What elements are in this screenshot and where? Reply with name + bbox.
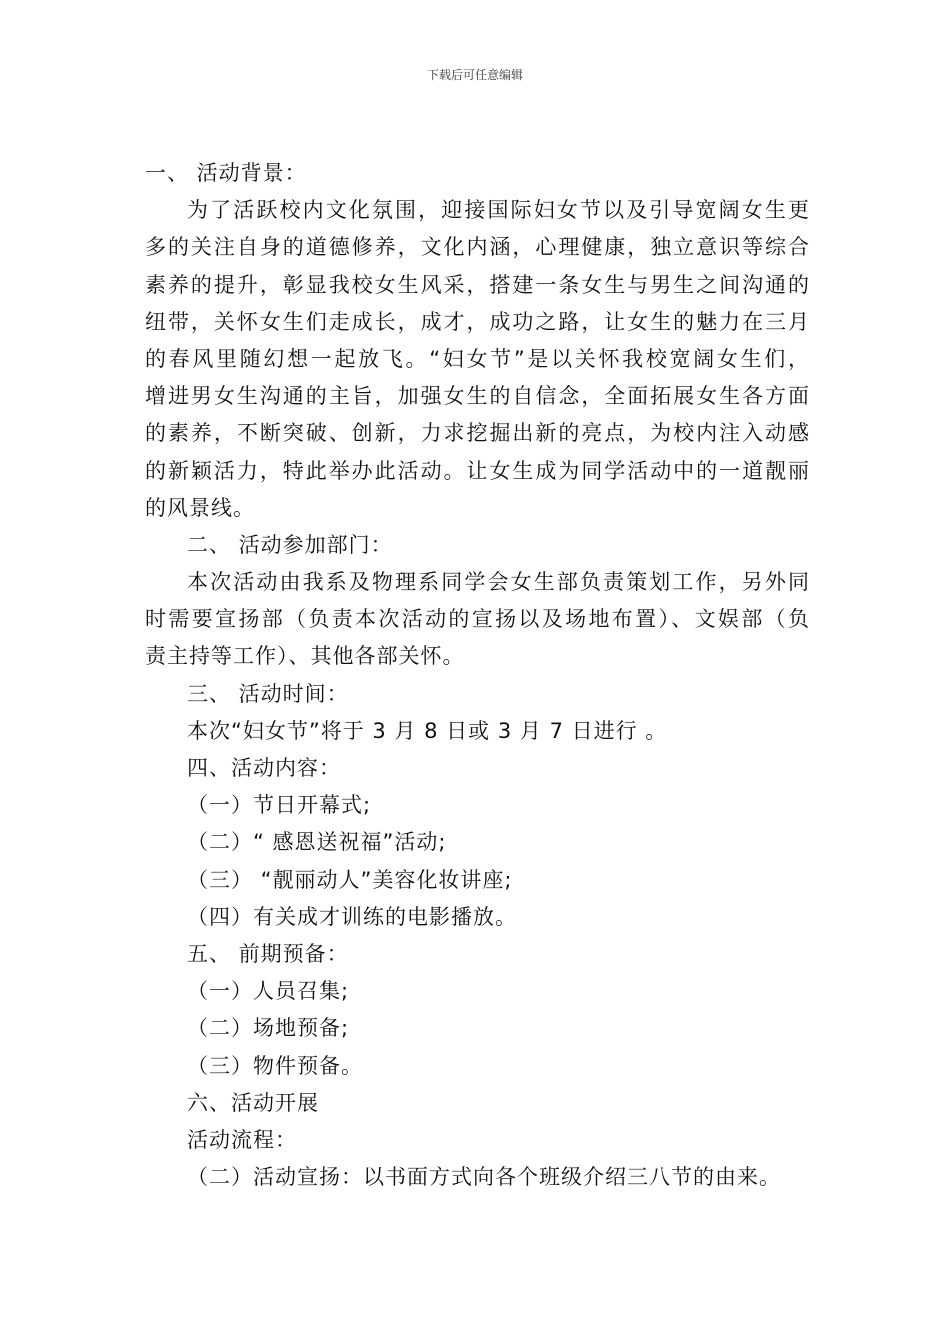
text-line: （二）场地预备; xyxy=(187,1016,350,1041)
text-line: 三、 活动时间： xyxy=(187,681,349,706)
text-line: 的新颖活力，特此举办此活动。让女生成为同学活动中的一道靓丽 xyxy=(145,458,810,483)
text-line: （四）有关成才训练的电影播放。 xyxy=(187,904,517,929)
text-line: 多的关注自身的道德修养，文化内涵，心理健康，独立意识等综合 xyxy=(145,235,810,260)
text-line: （三）物件预备。 xyxy=(187,1053,363,1078)
text-line: 本次活动由我系及物理系同学会女生部负责策划工作，另外同 xyxy=(187,570,810,595)
text-line: 四、活动内容： xyxy=(187,756,341,780)
text-line: （一）节日开幕式; xyxy=(187,793,372,818)
text-line: 为了活跃校内文化氛围，迎接国际妇女节以及引导宽阔女生更 xyxy=(187,198,810,223)
page-header: 下载后可任意编辑 xyxy=(426,68,523,82)
text-line: 的素养，不断突破、创新，力求挖掘出新的亮点，为校内注入动感 xyxy=(145,421,810,446)
document-body xyxy=(145,155,810,1196)
text-line: （二）“ 感恩送祝福”活动; xyxy=(187,830,447,855)
text-line: 一、 活动背景： xyxy=(145,161,307,185)
text-line: 六、活动开展 xyxy=(187,1090,319,1115)
text-line: 素养的提升，彰显我校女生风采，搭建一条女生与男生之间沟通的 xyxy=(145,272,810,297)
text-line: 责主持等工作）、其他各部关怀。 xyxy=(145,644,465,669)
text-line: 二、 活动参加部门： xyxy=(187,532,393,557)
text-line: 五、 前期预备： xyxy=(187,941,349,966)
text-line: 的风景线。 xyxy=(145,495,255,520)
text-line: 时需要宣扬部（负责本次活动的宣扬以及场地布置）、文娱部（负 xyxy=(145,607,810,632)
text-line: 活动流程： xyxy=(187,1127,297,1152)
text-line: 增进男女生沟通的主旨，加强女生的自信念，全面拓展女生各方面 xyxy=(145,384,810,409)
text-line: 本次“妇女节”将于 3 月 8 日或 3 月 7 日进行 。 xyxy=(187,718,668,743)
text-line: 纽带，关怀女生们走成长，成才，成功之路，让女生的魅力在三月 xyxy=(145,309,810,334)
text-line: （二）活动宣扬：以书面方式向各个班级介绍三八节的由来。 xyxy=(187,1165,781,1190)
text-line: （一）人员召集; xyxy=(187,979,350,1004)
text-line: 的春风里随幻想一起放飞。“妇女节”是以关怀我校宽阔女生们， xyxy=(145,346,810,371)
text-line: （三） “靓丽动人”美容化妆讲座; xyxy=(187,867,513,892)
